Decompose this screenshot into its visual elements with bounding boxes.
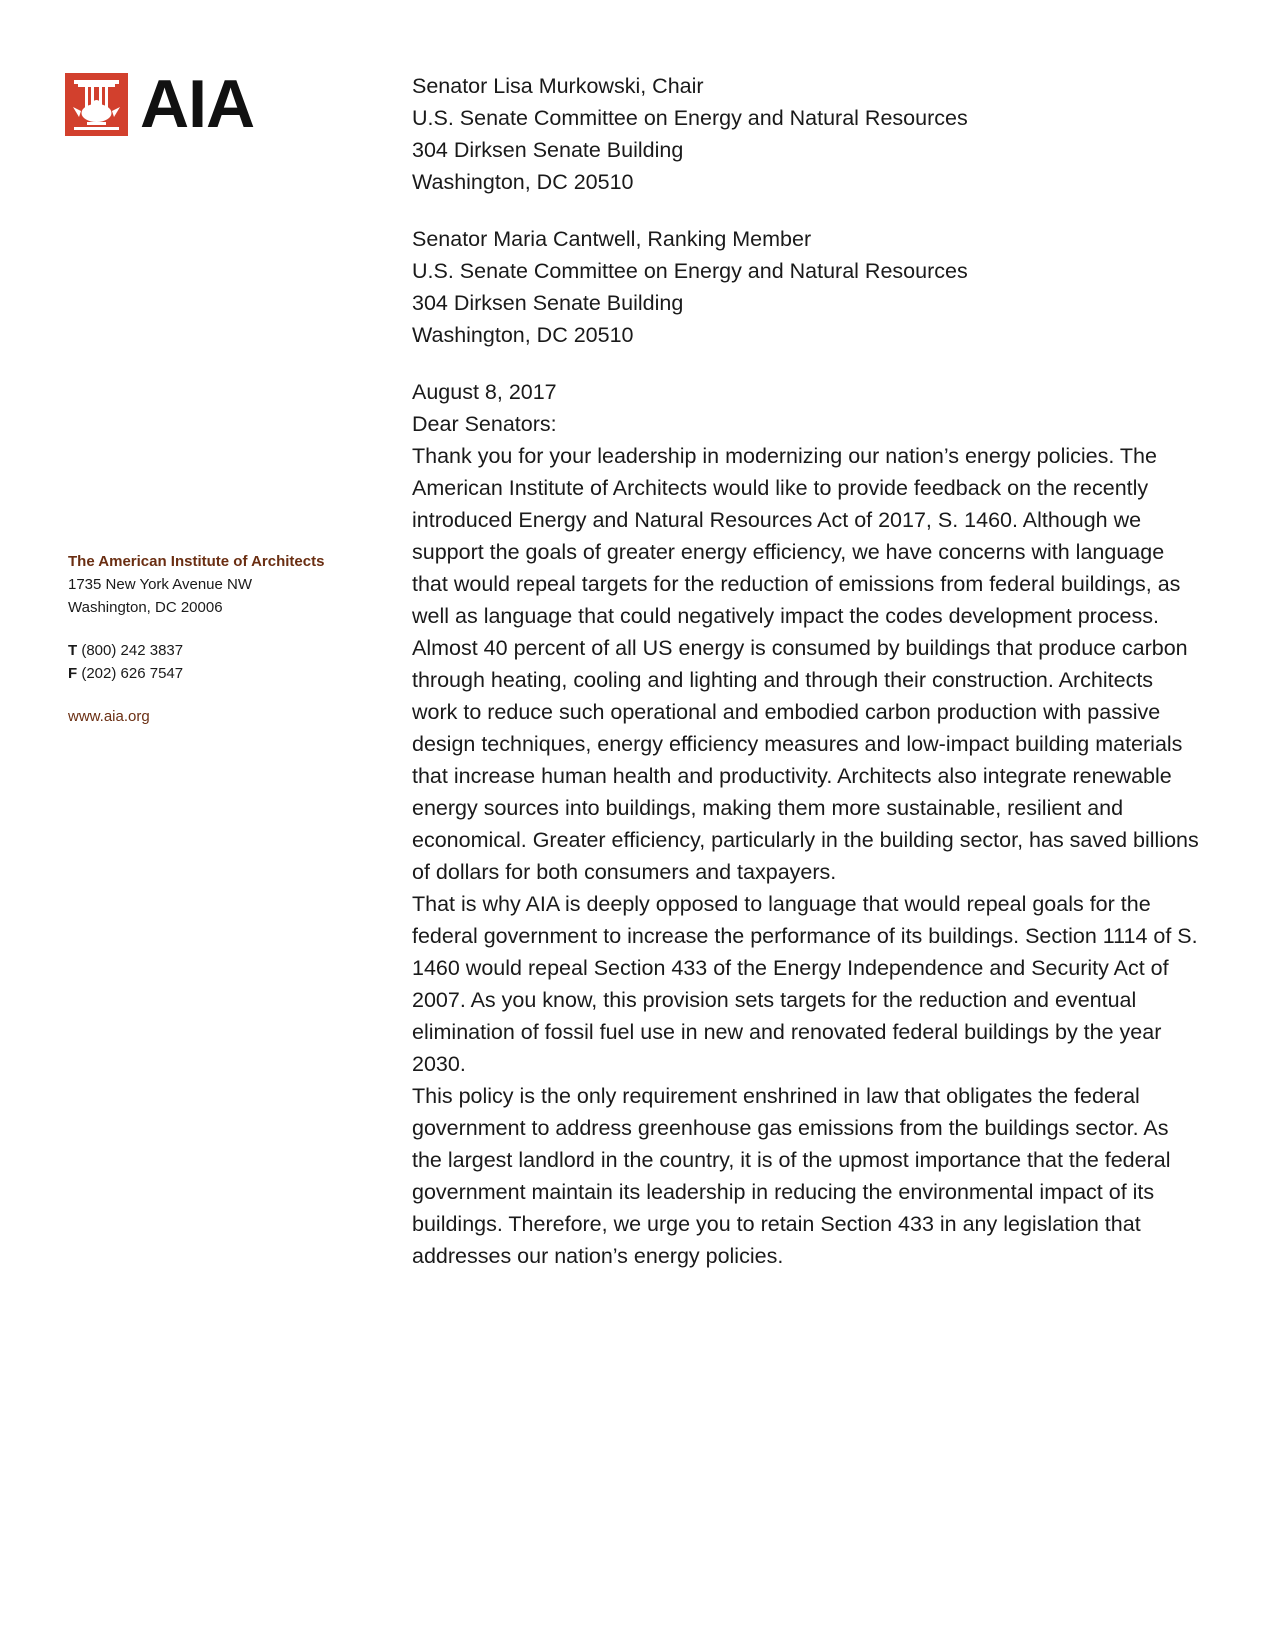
recipient-city: Washington, DC 20510 [412, 170, 634, 194]
address-line-1: 1735 New York Avenue NW [68, 576, 253, 593]
letter-date: August 8, 2017 [412, 380, 557, 404]
salutation: Dear Senators: [412, 412, 557, 436]
phone-prefix: T [68, 642, 78, 659]
fax-number: (202) 626 7547 [81, 665, 184, 682]
sender-info [68, 550, 368, 728]
fax-prefix: F [68, 665, 78, 682]
aia-logo [65, 66, 255, 142]
recipient-name: Senator Lisa Murkowski, Chair [412, 74, 704, 98]
phone-number: (800) 242 3837 [81, 642, 184, 659]
letter-body [412, 70, 1202, 1272]
body-paragraph: Thank you for your leadership in modernizing our nation’s energy policies. The American Institute of Architects would like to provide feedback on the recently introduced Energy and Natural Resources Act of 2017, S. 1460. Although we support the goals of greater energy efficiency, we have concerns with language that would repeal targets for the reduction of emissions from federal buildings, as well as language that could negatively impact the codes development process. [412, 444, 1181, 628]
fax-line [68, 662, 368, 685]
recipient-committee: U.S. Senate Committee on Energy and Natural Resources [412, 259, 968, 283]
recipient-building: 304 Dirksen Senate Building [412, 138, 684, 162]
recipient-address-1 [412, 70, 1202, 198]
logo-wordmark: AIA [140, 66, 255, 142]
organization-name: The American Institute of Architects [68, 553, 325, 570]
recipient-committee: U.S. Senate Committee on Energy and Natural Resources [412, 106, 968, 130]
website-link[interactable]: www.aia.org [68, 708, 150, 725]
recipient-city: Washington, DC 20510 [412, 323, 634, 347]
body-paragraph: That is why AIA is deeply opposed to language that would repeal goals for the federal government to increase the performance of its buildings. Section 1114 of S. 1460 would repeal Section 433 of the Energy Independence and Security Act of 2007. As you know, this provision sets targets for the reduction and eventual elimination of fossil fuel use in new and renovated federal buildings by the year 2030. [412, 892, 1198, 1076]
recipient-address-2 [412, 223, 1202, 351]
body-paragraph: This policy is the only requirement enshrined in law that obligates the federal government to address greenhouse gas emissions from the buildings sector. As the largest landlord in the country, it is of the upmost importance that the federal government maintain its leadership in reducing the environmental impact of its buildings. Therefore, we urge you to retain Section 433 in any legislation that addresses our nation’s energy policies. [412, 1084, 1171, 1268]
aia-eagle-column-icon [65, 73, 128, 136]
phone-line [68, 639, 368, 662]
recipient-name: Senator Maria Cantwell, Ranking Member [412, 227, 812, 251]
recipient-building: 304 Dirksen Senate Building [412, 291, 684, 315]
address-line-2: Washington, DC 20006 [68, 599, 223, 616]
body-paragraph: Almost 40 percent of all US energy is consumed by buildings that produce carbon through heating, cooling and lighting and through their construction. Architects work to reduce such operational and embodied carbon production with passive design techniques, energy efficiency measures and low-impact building materials that increase human health and productivity. Architects also integrate renewable energy sources into buildings, making them more sustainable, resilient and economical. Greater efficiency, particularly in the building sector, has saved billions of dollars for both consumers and taxpayers. [412, 636, 1199, 884]
